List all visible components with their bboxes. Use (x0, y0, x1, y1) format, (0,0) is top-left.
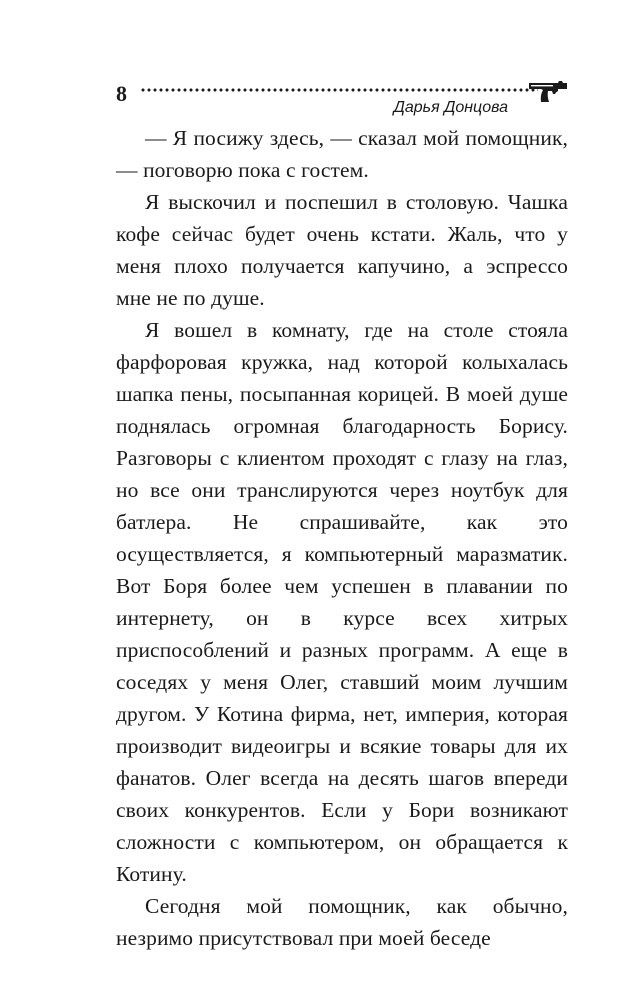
paragraph: Я выскочил и поспешил в столовую. Чашка кофе сейчас будет очень кстати. Жаль, что у меня плохо получается капучино, а эспрессо мне не по душе. (116, 190, 568, 310)
paragraph: Сегодня мой помощник, как обычно, незримо присутствовал при моей беседе (116, 894, 568, 950)
dot-leader (140, 88, 538, 92)
running-header (116, 80, 568, 120)
page-number: 8 (116, 81, 127, 106)
paragraph: Я вошел в комнату, где на столе стояла фарфоровая кружка, над которой колыхалась шапка пены, посыпанная корицей. В моей душе поднялась огромная благодарность Борису. Разговоры с клиентом проходят с глазу на глаз, но все они транслируются через ноутбук для батлера. Не спрашивайте, как это осуществляется, я компьютерный маразматик. Вот Боря более чем успешен в плавании по интернету, он в курсе всех хитрых приспособлений и разных программ. А еще в соседях у меня Олег, ставший моим лучшим другом. У Котина фирма, нет, империя, которая производит видеоигры и всякие товары для их фанатов. Олег всегда на десять шагов впереди своих конкурентов. Если у Бори возникают сложности с компьютером, он обращается к Котину. (116, 318, 568, 886)
paragraph: — Я посижу здесь, — сказал мой помощник, — поговорю пока с гостем. (116, 126, 568, 182)
pistol-icon (528, 80, 568, 104)
author-name: Дарья Донцова (393, 99, 508, 116)
page-body (116, 122, 568, 954)
